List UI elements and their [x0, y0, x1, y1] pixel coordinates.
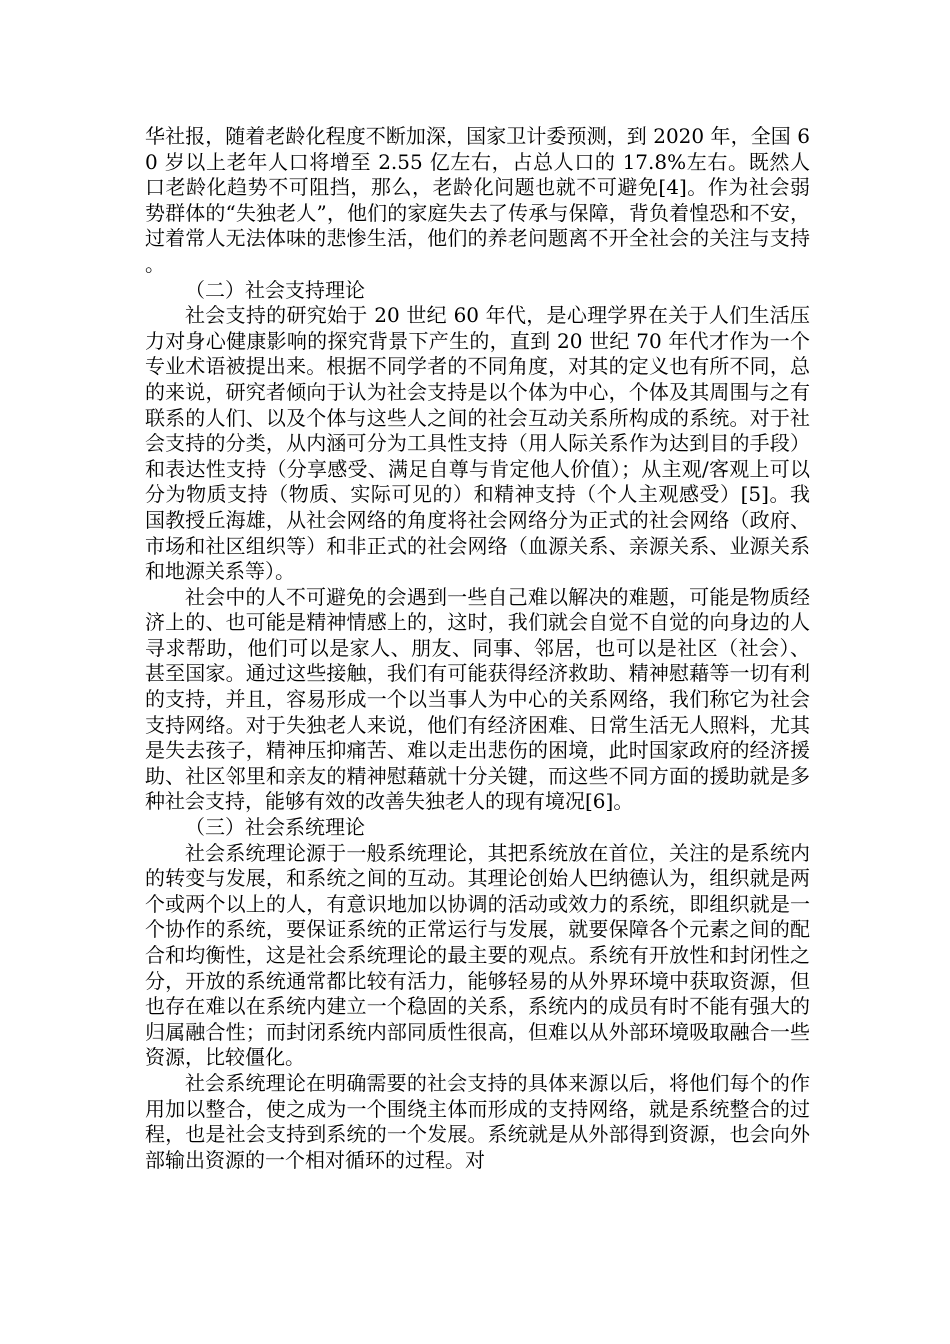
- paragraph-social-support-network: 社会中的人不可避免的会遇到一些自己难以解决的难题，可能是物质经济上的、也可能是精神情感上的，这时，我们就会自觉不自觉的向身边的人寻求帮助，他们可以是家人、朋友、同事、邻居，也可以是社区（社会）、甚至国家。通过这些接触，我们有可能获得经济救助、精神慰藉等一切有利的支持，并且，容易形成一个以当事人为中心的关系网络，我们称它为社会支持网络。对于失独老人来说，他们有经济困难、日常生活无人照料，尤其是失去孩子，精神压抑痛苦、难以走出悲伤的困境，此时国家政府的经济援助、社区邻里和亲友的精神慰藉就十分关键，而这些不同方面的援助就是多种社会支持，能够有效的改善失独老人的现有境况[6]。: [145, 584, 810, 814]
- paragraph-aging-context: 华社报，随着老龄化程度不断加深，国家卫计委预测，到 2020 年，全国 60 岁以上老年人口将增至 2.55 亿左右，占总人口的 17.8%左右。既然人口老龄化趋势不可阻挡，那么，老龄化问题也就不可避免[4]。作为社会弱势群体的“失独老人”，他们的家庭失去了传承与保障，背负着惶恐和不安，过着常人无法体味的悲惨生活，他们的养老问题离不开全社会的关注与支持。: [145, 124, 810, 276]
- paragraph-social-support-definition: 社会支持的研究始于 20 世纪 60 年代，是心理学界在关于人们生活压力对身心健康影响的探究背景下产生的，直到 20 世纪 70 年代才作为一个专业术语被提出来。根据不同学者的不同角度，对其的定义也有所不同，总的来说，研究者倾向于认为社会支持是以个体为中心，个体及其周围与之有联系的人们、以及个体与这些人之间的社会互动关系所构成的系统。对于社会支持的分类，从内涵可分为工具性支持（用人际关系作为达到目的手段）和表达性支持（分享感受、满足自尊与肯定他人价值）；从主观/客观上可以分为物质支持（物质、实际可见的）和精神支持（个人主观感受）[5]。我国教授丘海雄，从社会网络的角度将社会网络分为正式的社会网络（政府、市场和社区组织等）和非正式的社会网络（血源关系、亲源关系、业源关系和地源关系等）。: [145, 303, 810, 584]
- paragraph-social-system-definition: 社会系统理论源于一般系统理论，其把系统放在首位，关注的是系统内的转变与发展，和系统之间的互动。其理论创始人巴纳德认为，组织就是两个或两个以上的人，有意识地加以协调的活动或效力的系统，即组织就是一个协作的系统，要保证系统的正常运行与发展，就要保障各个元素之间的配合和均衡性，这是社会系统理论的最主要的观点。系统有开放性和封闭性之分，开放的系统通常都比较有活力，能够轻易的从外界环境中获取资源，但也存在难以在系统内建立一个稳固的关系，系统内的成员有时不能有强大的归属融合性；而封闭系统内部同质性很高，但难以从外部环境吸取融合一些资源，比较僵化。: [145, 840, 810, 1070]
- paragraph-system-integration: 社会系统理论在明确需要的社会支持的具体来源以后，将他们每个的作用加以整合，使之成为一个围绕主体而形成的支持网络，就是系统整合的过程，也是社会支持到系统的一个发展。系统就是从外部得到资源，也会向外部输出资源的一个相对循环的过程。对: [145, 1070, 810, 1172]
- section-heading-social-system-theory: （三）社会系统理论: [185, 815, 365, 840]
- section-heading-social-support-theory: （二）社会支持理论: [185, 277, 365, 302]
- document-body: [145, 124, 810, 1173]
